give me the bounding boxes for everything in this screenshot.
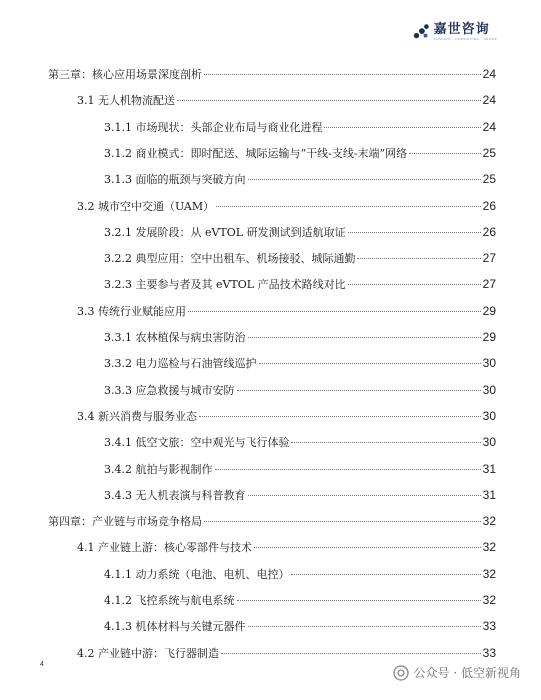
toc-entry-title: 3.3.1 农林植保与病虫害防治 (104, 331, 246, 344)
toc-entry-page: 25 (482, 172, 496, 187)
toc-entry-title: 4.1.2 飞控系统与航电系统 (104, 594, 235, 607)
page-number: 4 (40, 661, 44, 668)
toc-entry-title: 4.1.3 机体材料与关键元器件 (104, 620, 246, 634)
toc-dot-leader (215, 468, 481, 470)
toc-dot-leader (409, 152, 480, 154)
toc-dot-leader (254, 546, 481, 548)
toc-dot-leader (291, 573, 480, 575)
toc-entry-title: 3.2 城市空中交通（UAM） (77, 199, 215, 213)
toc-entry-page: 30 (482, 356, 496, 371)
watermark-text: 公众号 · 低空新视角 (413, 666, 521, 680)
toc-entry-title: 3.3 传统行业赋能应用 (77, 304, 186, 318)
toc-entry[interactable] (77, 539, 496, 559)
toc-entry[interactable] (104, 145, 496, 165)
toc-entry-title: 4.2 产业链中游：飞行器制造 (77, 646, 219, 660)
toc-entry[interactable] (77, 92, 496, 112)
brand-logo (412, 23, 497, 41)
toc-dot-leader (348, 283, 481, 285)
toc-entry[interactable] (104, 355, 496, 375)
toc-dot-leader (291, 441, 480, 443)
toc-entry-page: 27 (482, 251, 496, 266)
toc-entry-page: 32 (482, 514, 496, 529)
toc-entry[interactable] (104, 329, 496, 349)
toc-entry-page: 24 (482, 67, 496, 81)
toc-dot-leader (177, 99, 481, 101)
toc-entry-title: 3.2.2 典型应用：空中出租车、机场接驳、城际通勤 (104, 252, 356, 266)
toc-entry[interactable] (48, 513, 496, 533)
toc-dot-leader (259, 362, 481, 364)
toc-dot-leader (237, 599, 481, 601)
toc-entry[interactable] (104, 434, 496, 454)
toc-dot-leader (248, 494, 481, 496)
toc-entry-title: 4.1.1 动力系统（电池、电机、电控） (104, 567, 290, 581)
logo-mark-icon (412, 23, 430, 41)
toc-entry-page: 27 (482, 277, 496, 292)
toc-entry[interactable] (104, 171, 496, 191)
toc-entry-page: 33 (482, 619, 496, 634)
toc-entry-page: 31 (482, 461, 496, 476)
toc-entry-title: 3.4.3 无人机表演与科普教育 (104, 488, 246, 502)
toc-entry[interactable] (104, 224, 496, 244)
toc-entry-page: 33 (482, 645, 496, 660)
toc-entry[interactable] (104, 566, 496, 586)
toc-dot-leader (204, 520, 481, 522)
toc-dot-leader (221, 652, 481, 654)
toc-entry[interactable] (104, 618, 496, 638)
toc-entry-page: 29 (482, 330, 496, 344)
toc-entry[interactable] (77, 198, 496, 218)
watermark (393, 664, 521, 681)
toc-entry-title: 3.2.3 主要参与者及其 eVTOL 产品技术路线对比 (104, 278, 346, 292)
toc-entry[interactable] (77, 408, 496, 428)
toc-dot-leader (237, 389, 481, 391)
wechat-official-account-icon (393, 665, 409, 681)
toc-entry-title: 3.4 新兴消费与服务业态 (77, 409, 197, 423)
toc-entry[interactable] (104, 382, 496, 402)
toc-entry-page: 26 (482, 224, 496, 239)
toc-entry-page: 32 (482, 540, 496, 555)
toc-entry-page: 25 (482, 145, 496, 160)
toc-entry-title: 3.1 无人机物流配送 (77, 94, 175, 108)
toc-dot-leader (248, 336, 481, 338)
toc-entry-title: 3.3.3 应急救援与城市安防 (104, 383, 235, 397)
toc-entry-title: 4.1 产业链上游：核心零部件与技术 (77, 541, 252, 555)
toc-entry[interactable] (48, 66, 496, 86)
toc-dot-leader (248, 178, 481, 180)
toc-dot-leader (348, 231, 481, 233)
toc-entry-page: 24 (482, 93, 496, 108)
toc-entry-title: 3.1.2 商业模式：即时配送、城际运输与“干线-支线-末端”网络 (104, 146, 408, 160)
toc-entry[interactable] (104, 592, 496, 612)
toc-entry-title: 3.4.2 航拍与影视制作 (104, 462, 213, 476)
toc-entry-page: 26 (482, 198, 496, 213)
toc-entry-page: 24 (482, 119, 496, 134)
toc-entry-title: 3.1.1 市场现状：头部企业布局与商业化进程 (104, 120, 323, 134)
toc-dot-leader (199, 415, 481, 417)
toc-entry-page: 30 (482, 382, 496, 397)
logo-text-group (434, 23, 497, 41)
toc-entry-page: 29 (482, 303, 496, 318)
logo-text: 嘉世咨询 (433, 22, 490, 37)
toc-entry[interactable] (77, 645, 496, 665)
toc-dot-leader (357, 257, 480, 259)
toc-entry-title: 3.4.1 低空文旅：空中观光与飞行体验 (104, 436, 290, 450)
toc-entry-page: 30 (482, 408, 496, 423)
toc-entry-page: 32 (482, 566, 496, 581)
toc-dot-leader (248, 625, 481, 627)
toc-dot-leader (216, 205, 481, 207)
toc-entry-title: 3.2.1 发展阶段：从 eVTOL 研发测试到适航取证 (104, 225, 346, 239)
toc-entry[interactable] (104, 250, 496, 270)
toc-entry-page: 31 (482, 487, 496, 502)
toc-entry[interactable] (104, 461, 496, 481)
toc-entry-title: 3.3.2 电力巡检与石油管线巡护 (104, 357, 257, 371)
toc-dot-leader (204, 73, 481, 75)
toc-entry[interactable] (104, 119, 496, 139)
toc-entry-title: 第四章：产业链与市场竞争格局 (48, 515, 202, 529)
toc-entry-title: 3.1.3 面临的瓶颈与突破方向 (104, 173, 246, 187)
toc-entry[interactable] (104, 487, 496, 507)
toc-dot-leader (324, 126, 480, 128)
logo-subtext: KANGSHI · CONSULTING · GROUP (433, 37, 497, 41)
toc-entry[interactable] (104, 276, 496, 296)
toc-entry-title: 第三章：核心应用场景深度剖析 (48, 68, 202, 81)
toc-entry-page: 30 (482, 435, 496, 450)
toc-entry[interactable] (77, 303, 496, 323)
toc-entry-page: 32 (482, 593, 496, 607)
toc-dot-leader (188, 310, 481, 312)
